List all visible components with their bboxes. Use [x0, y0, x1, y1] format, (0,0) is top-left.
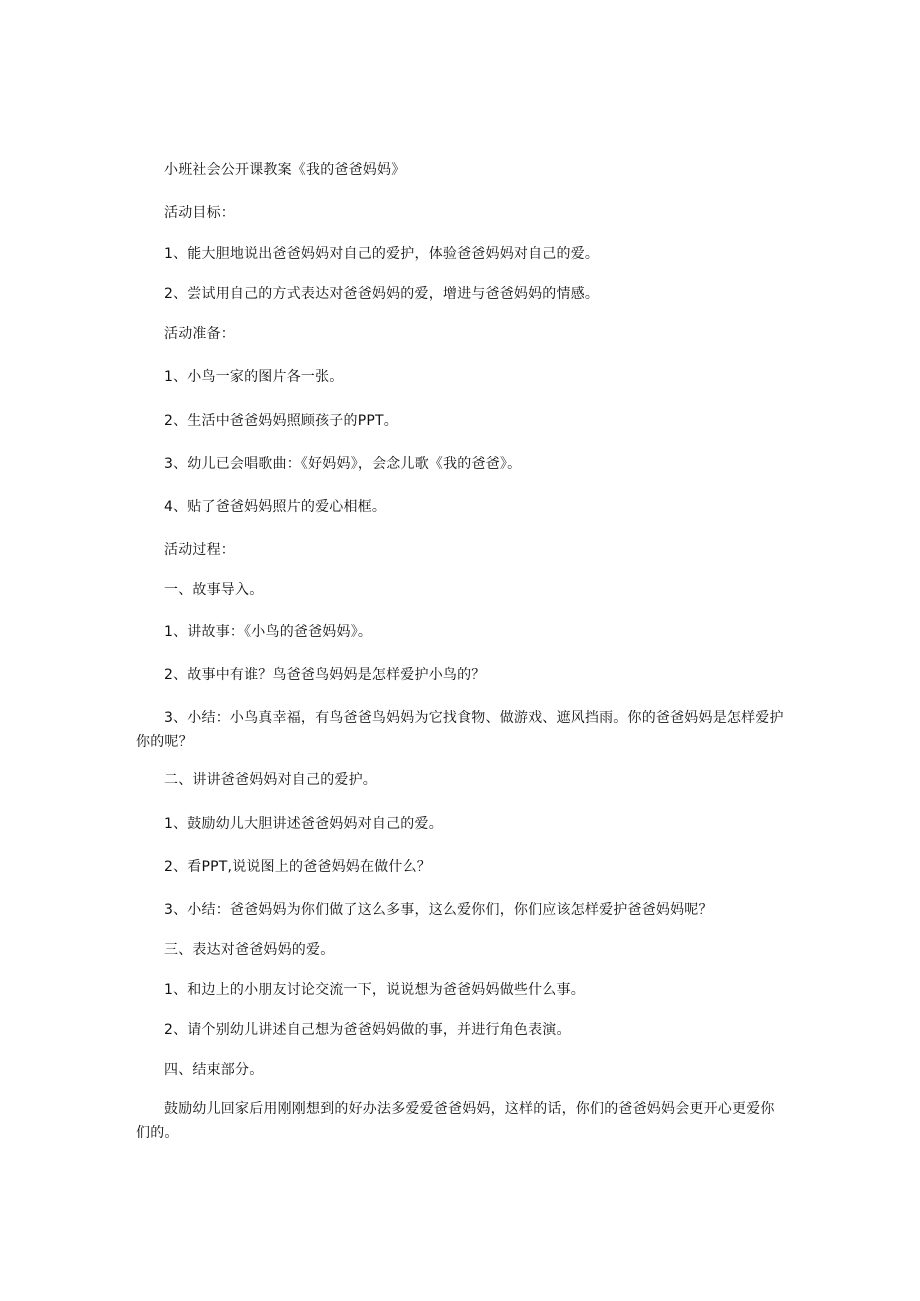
section-heading: 一、故事导入。: [164, 582, 264, 598]
prep-item: 4、贴了爸爸妈妈照片的爱心相框。: [164, 499, 387, 515]
goals-heading: 活动目标：: [164, 205, 235, 221]
prep-item: 3、幼儿已会唱歌曲：《好妈妈》，会念儿歌《我的爸爸》。: [164, 456, 522, 472]
section-item: 2、故事中有谁？鸟爸爸鸟妈妈是怎样爱护小鸟的？: [164, 667, 486, 683]
section-item: 1、讲故事：《小鸟的爸爸妈妈》。: [164, 624, 373, 640]
section-summary: 3、小结：爸爸妈妈为你们做了这么多事，这么爱你们，你们应该怎样爱护爸爸妈妈呢？: [164, 902, 713, 918]
process-heading: 活动过程：: [164, 542, 235, 558]
prep-item: 1、小鸟一家的图片各一张。: [164, 369, 344, 385]
prep-item: 2、生活中爸爸妈妈照顾孩子的PPT。: [164, 413, 398, 429]
section-item: 1、和边上的小朋友讨论交流一下，说说想为爸爸妈妈做些什么事。: [164, 982, 585, 998]
section-summary: 3、小结：小鸟真幸福，有鸟爸爸鸟妈妈为它找食物、做游戏、遮风挡雨。你的爸爸妈妈是怎样爱护你的呢？: [136, 710, 784, 750]
section-heading: 二、讲讲爸爸妈妈对自己的爱护。: [164, 772, 377, 788]
section-item: 2、请个别幼儿讲述自己想为爸爸妈妈做的事，并进行角色表演。: [164, 1022, 571, 1038]
document-title: 小班社会公开课教案《我的爸爸妈妈》: [164, 162, 406, 178]
prep-heading: 活动准备：: [164, 326, 235, 342]
section-heading: 三、表达对爸爸妈妈的爱。: [164, 942, 335, 958]
goal-item: 1、能大胆地说出爸爸妈妈对自己的爱护，体验爸爸妈妈对自己的爱。: [164, 246, 600, 262]
goal-item: 2、尝试用自己的方式表达对爸爸妈妈的爱，增进与爸爸妈妈的情感。: [164, 286, 600, 302]
section-heading: 四、结束部分。: [164, 1062, 264, 1078]
section-item: 1、鼓励幼儿大胆讲述爸爸妈妈对自己的爱。: [164, 816, 443, 832]
section-item: 2、看PPT,说说图上的爸爸妈妈在做什么？: [164, 859, 431, 875]
closing-paragraph: 鼓励幼儿回家后用刚刚想到的好办法多爱爱爸爸妈妈，这样的话，你们的爸爸妈妈会更开心更爱你们的。: [136, 1101, 775, 1141]
